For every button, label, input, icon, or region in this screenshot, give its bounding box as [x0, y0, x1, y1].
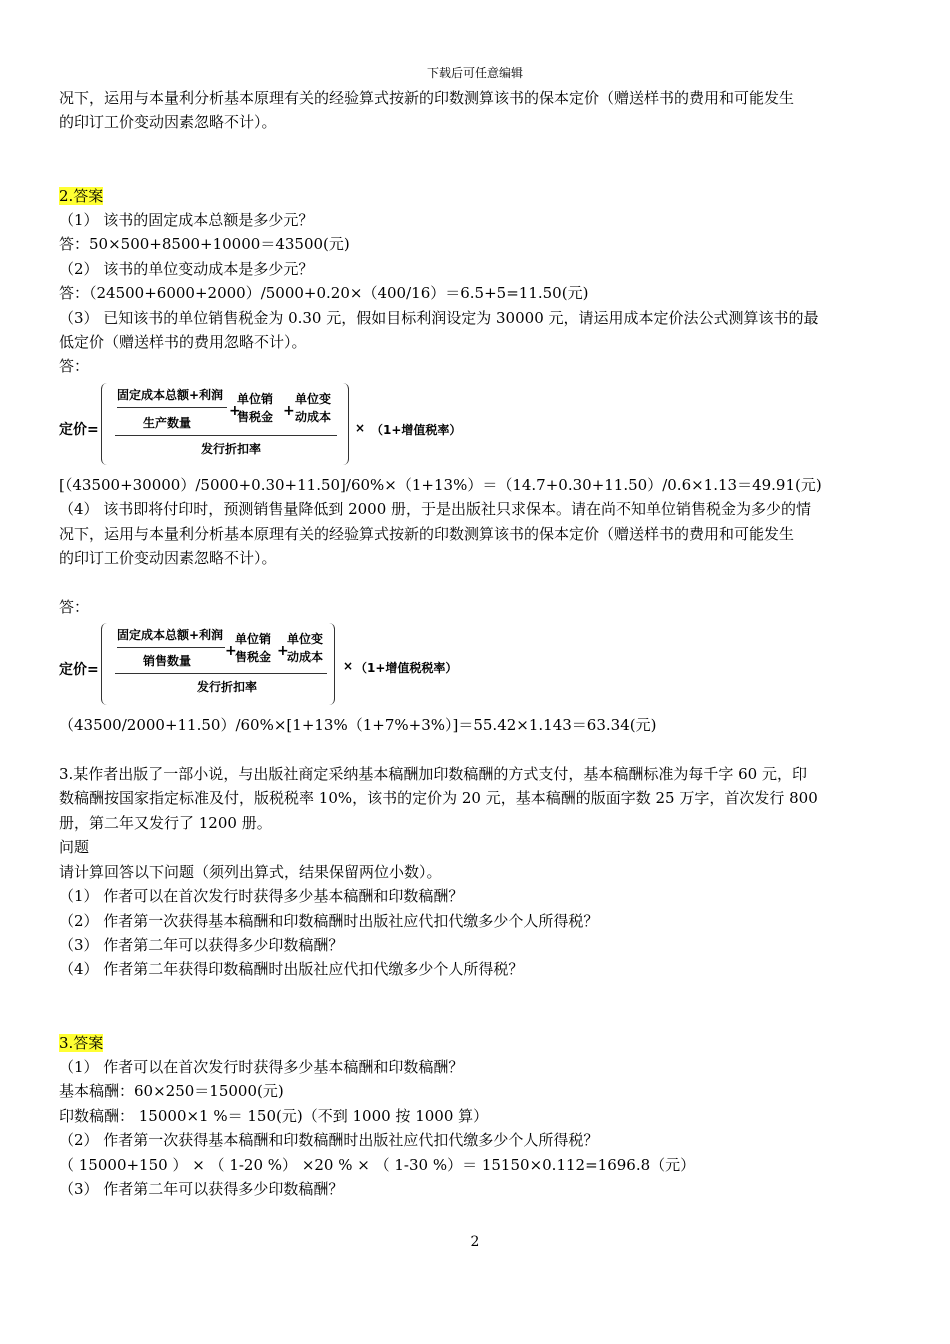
formula-term: 动成本: [295, 409, 332, 424]
answer-line: 答：50×500+8500+10000＝43500(元): [59, 235, 350, 254]
answer-label: 答：: [59, 597, 90, 616]
formula-term: 单位销: [237, 391, 274, 406]
answer-heading: [59, 184, 895, 208]
times-sign: ×: [355, 420, 366, 435]
formula-term: 单位销: [235, 632, 272, 647]
page-header: 下载后可任意编辑: [426, 66, 523, 80]
document-body: [59, 86, 895, 1201]
question-line: 况下，运用与本量利分析基本原理有关的经验算式按新的印数测算该书的保本定价（赠送样书的费用和可能发生: [59, 524, 795, 543]
fraction-rule: [117, 647, 225, 648]
answer-line: 印数稿酬： 15000×1 %＝ 150(元)（不到 1000 按 1000 算）: [59, 1106, 489, 1125]
formula-denominator: 生产数量: [143, 415, 192, 430]
formula-term: 售税金: [237, 409, 274, 424]
formula-denominator: 发行折扣率: [201, 441, 262, 456]
formula-label: 定价=: [59, 662, 99, 679]
formula-term: 动成本: [287, 650, 324, 665]
plus-sign: +: [283, 402, 295, 419]
fraction-rule: [117, 407, 227, 408]
instruction-line: 请计算回答以下问题（须列出算式，结果保留两位小数）。: [59, 862, 442, 881]
formula-denominator: 发行折扣率: [197, 680, 258, 695]
formula-tail: （1+增值税税率）: [355, 661, 458, 676]
answer-line: （ 15000+150 ） × （ 1-20 %） ×20 % × （ 1-30 %）＝ 15150×0.112=1696.8（元）: [59, 1155, 696, 1174]
plus-sign: +: [229, 402, 241, 419]
plus-sign: +: [225, 643, 237, 660]
question-line: （3） 作者第二年可以获得多少印数稿酬？: [59, 1179, 344, 1198]
page-number: 2: [470, 1234, 480, 1250]
breakeven-formula-image: [59, 623, 895, 709]
formula-term: 售税金: [235, 650, 272, 665]
answer-heading-label: 3.答案: [59, 1033, 104, 1052]
section-label: 问题: [59, 838, 90, 857]
text-line: 况下，运用与本量利分析基本原理有关的经验算式按新的印数测算该书的保本定价（赠送样书的费用和可能发生: [59, 89, 795, 107]
answer-heading-label: 2.答案: [59, 186, 104, 205]
formula-term: 单位变: [295, 391, 332, 406]
formula-tail: （1+增值税率）: [371, 422, 462, 437]
question-line: （1） 该书的固定成本总额是多少元？: [59, 211, 314, 229]
answer-line: 答：（24500+6000+2000）/5000+0.20×（400/16）＝6.5+5=11.50(元): [59, 284, 589, 303]
question-item: （3） 作者第二年可以获得多少印数稿酬？: [59, 935, 344, 954]
question-line: （3） 已知该书的单位销售税金为 0.30 元，假如目标利润设定为 30000 元，请运用成本定价法公式测算该书的最: [59, 308, 819, 327]
answer-label: 答：: [59, 357, 90, 376]
fraction-rule: [115, 435, 337, 436]
fraction-rule: [115, 673, 327, 674]
question-line: （2） 作者第一次获得基本稿酬和印数稿酬时出版社应代扣代缴多少个人所得税？: [59, 1131, 599, 1150]
formula-label: 定价=: [59, 421, 99, 438]
question-item: （4） 作者第二年获得印数稿酬时出版社应代扣代缴多少个人所得税？: [59, 960, 524, 979]
plus-sign: +: [277, 643, 289, 660]
question-line: （1） 作者可以在首次发行时获得多少基本稿酬和印数稿酬？: [59, 1057, 464, 1076]
question-line: 低定价（赠送样书的费用忽略不计）。: [59, 333, 307, 352]
question-paragraph: 册，第二年又发行了 1200 册。: [59, 813, 272, 832]
answer-line: [（43500+30000）/5000+0.30+11.50]/60%×（1+13%）＝（14.7+0.30+11.50）/0.6×1.13＝49.91(元): [59, 475, 822, 494]
question-line: 的印订工价变动因素忽略不计）。: [59, 549, 277, 568]
answer-line: （43500/2000+11.50）/60%×[1+13%（1+7%+3%）]＝55.42×1.143＝63.34(元): [59, 716, 657, 735]
question-item: （1） 作者可以在首次发行时获得多少基本稿酬和印数稿酬？: [59, 887, 464, 906]
formula-numerator: 固定成本总额+利润: [117, 387, 224, 402]
question-line: （2） 该书的单位变动成本是多少元？: [59, 259, 314, 278]
question-paragraph: 数稿酬按国家指定标准及付，版税税率 10%，该书的定价为 20 元，基本稿酬的版面字数 25 万字，首次发行 800: [59, 789, 818, 808]
formula-denominator: 销售数量: [143, 654, 192, 669]
answer-line: 基本稿酬：60×250＝15000(元): [59, 1082, 284, 1101]
question-line: （4） 该书即将付印时，预测销售量降低到 2000 册，于是出版社只求保本。请在尚不知单位销售税金为多少的情: [59, 500, 812, 519]
answer-heading: [59, 1031, 895, 1055]
pricing-formula-image: [59, 383, 895, 469]
formula-term: 单位变: [287, 632, 324, 647]
question-paragraph: 3.某作者出版了一部小说，与出版社商定采纳基本稿酬加印数稿酬的方式支付，基本稿酬标准为每千字 60 元，印: [59, 765, 807, 784]
question-item: （2） 作者第一次获得基本稿酬和印数稿酬时出版社应代扣代缴多少个人所得税？: [59, 911, 599, 930]
formula-numerator: 固定成本总额+利润: [117, 628, 224, 643]
times-sign: ×: [343, 659, 354, 674]
text-line: 的印订工价变动因素忽略不计）。: [59, 113, 277, 132]
